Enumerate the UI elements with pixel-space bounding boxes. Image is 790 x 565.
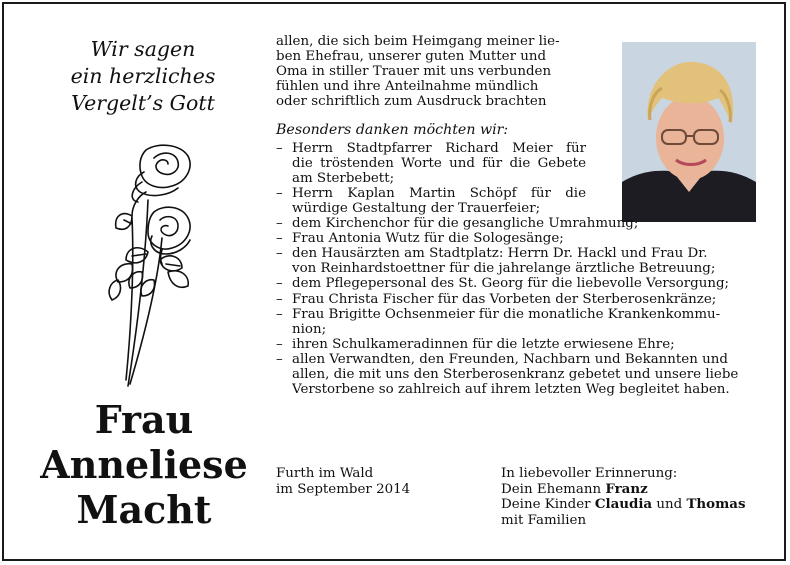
thanks-item-line: von Reinhardstoettner für die jahrelange ärztliche Betreuung;: [292, 261, 716, 277]
dash-bullet: –: [276, 185, 283, 201]
children-and: und: [652, 497, 687, 512]
place: Furth im Wald: [276, 466, 374, 481]
thanks-item-line: Frau Antonia Wutz für die Sologesänge;: [292, 231, 564, 247]
thanks-item-line: würdige Gestaltung der Trauerfeier;: [292, 200, 541, 216]
thanks-item: [276, 246, 756, 276]
thanks-item: [276, 276, 756, 291]
thanks-item-line: nion;: [292, 321, 327, 337]
deceased-name: [24, 397, 264, 532]
obituary-card: [2, 2, 786, 561]
memory-line: In liebevoller Erinnerung:: [501, 466, 678, 481]
thanks-item-line: allen, die mit uns den Sterberosenkranz gebetet und unsere liebe: [292, 366, 739, 382]
thanks-item-line: dem Pflegepersonal des St. Georg für die liebevolle Versorgung;: [292, 276, 730, 292]
thanks-item: [276, 216, 756, 231]
dash-bullet: –: [276, 246, 283, 262]
thanks-item-line: Frau Brigitte Ochsenmeier für die monatliche Krankenkommu-: [292, 306, 721, 322]
child-name: Thomas: [686, 496, 746, 512]
name-line: Anneliese: [40, 442, 248, 487]
husband-prefix: Dein Ehemann: [501, 481, 606, 497]
thanks-subheading: Besonders danken möchten wir:: [276, 122, 509, 139]
thanks-item-line: allen Verwandten, den Freunden, Nachbarn und Bekannten und: [292, 351, 728, 367]
intro-paragraph: [276, 34, 586, 109]
children-line: [501, 497, 771, 513]
place-date: [276, 466, 476, 497]
thanks-item-line: die tröstenden Worte und für die Gebete: [292, 155, 586, 171]
dash-bullet: –: [276, 231, 283, 247]
thanks-item-line: Herrn Stadtpfarrer Richard Meier für: [292, 140, 586, 156]
dash-bullet: –: [276, 291, 283, 307]
dash-bullet: –: [276, 306, 283, 322]
thanks-item: [276, 231, 756, 246]
thanks-item-line: Verstorbene so zahlreich auf ihrem letzten Weg begleitet haben.: [292, 382, 730, 398]
rose-illustration: [102, 140, 198, 388]
intro-line: ben Ehefrau, unserer guten Mutter und: [276, 49, 547, 65]
left-column: [4, 4, 276, 559]
thanks-heading-line: Vergelt’s Gott: [71, 91, 215, 115]
thanks-heading: [32, 36, 254, 117]
thanks-item-line: am Sterbebett;: [292, 170, 395, 186]
thanks-heading-line: Wir sagen: [90, 37, 196, 61]
husband-line: [501, 482, 771, 498]
thanks-item: [276, 352, 756, 397]
thanks-item-line: ihren Schulkameradinnen für die letzte erwiesene Ehre;: [292, 336, 675, 352]
intro-line: Oma in stiller Trauer mit uns verbunden: [276, 64, 552, 80]
children-prefix: Deine Kinder: [501, 497, 595, 512]
intro-line: oder schriftlich zum Ausdruck brachten: [276, 94, 547, 110]
signature-block: [501, 466, 771, 528]
intro-line: allen, die sich beim Heimgang meiner lie-: [276, 34, 560, 49]
name-line: Macht: [76, 487, 212, 532]
thanks-item: [276, 307, 756, 337]
family-line: mit Familien: [501, 512, 587, 528]
thanks-item: [276, 292, 756, 307]
dash-bullet: –: [276, 276, 283, 292]
thanks-list: [276, 141, 756, 398]
thanks-item-line: Herrn Kaplan Martin Schöpf für die: [292, 185, 586, 201]
dash-bullet: –: [276, 351, 283, 367]
date: im September 2014: [276, 481, 411, 497]
dash-bullet: –: [276, 140, 283, 156]
thanks-item: [276, 337, 756, 352]
child-name: Claudia: [594, 496, 653, 512]
thanks-item: [276, 186, 756, 216]
dash-bullet: –: [276, 216, 283, 232]
thanks-item-line: Frau Christa Fischer für das Vorbeten der Sterberosenkränze;: [292, 291, 717, 307]
intro-line: fühlen und ihre Anteilnahme mündlich: [276, 79, 539, 95]
thanks-heading-line: ein herzliches: [70, 64, 216, 88]
husband-name: Franz: [605, 480, 648, 497]
name-line: Frau: [94, 397, 194, 442]
dash-bullet: –: [276, 336, 283, 352]
thanks-item-line: dem Kirchenchor für die gesangliche Umrahmung;: [292, 216, 639, 232]
main-text: [276, 34, 756, 397]
thanks-item-line: den Hausärzten am Stadtplatz: Herrn Dr. Hackl und Frau Dr.: [292, 246, 708, 262]
thanks-item: [276, 141, 756, 186]
